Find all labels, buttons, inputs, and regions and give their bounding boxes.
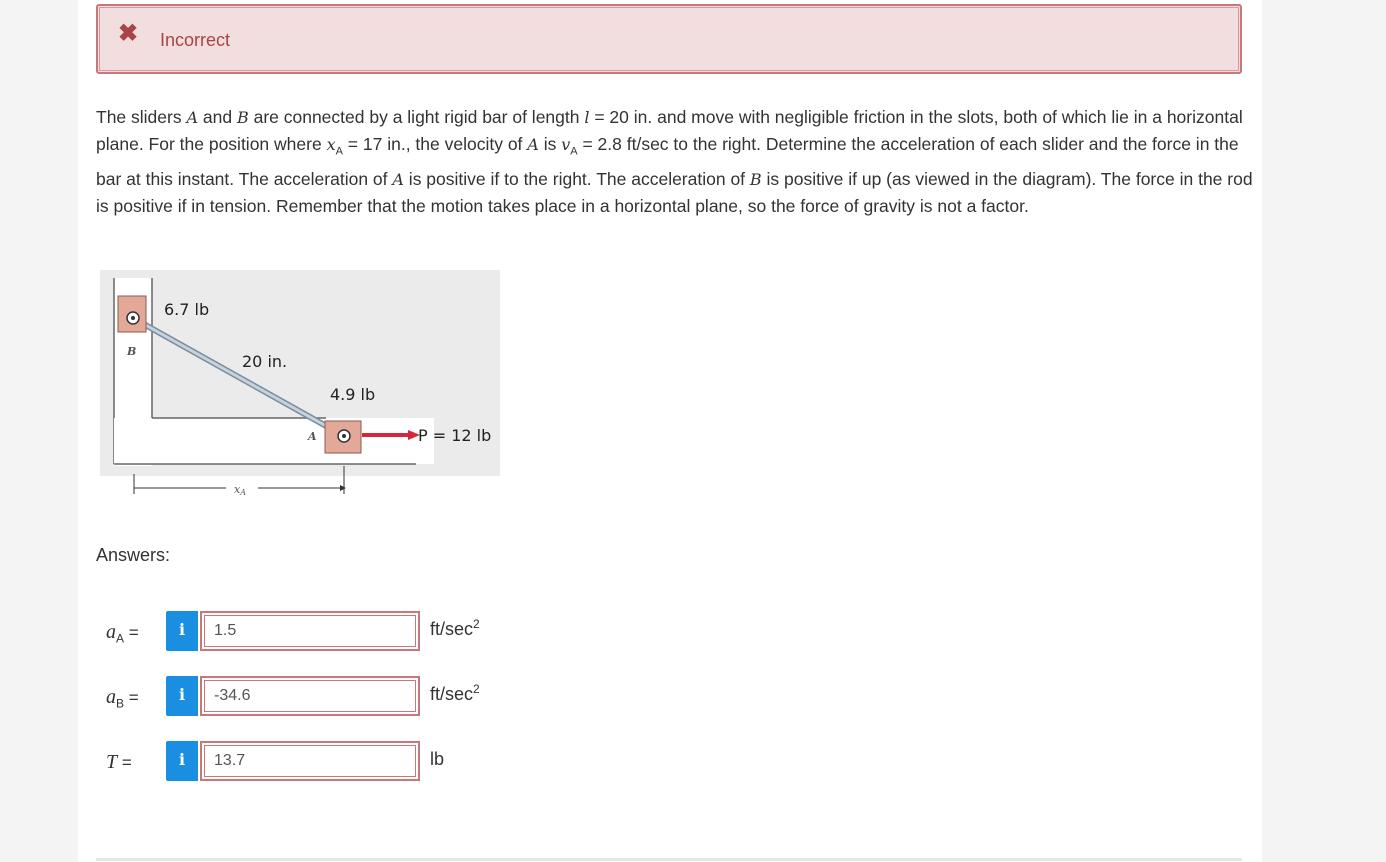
answer-variable	[106, 686, 139, 710]
unit-exponent: 2	[473, 617, 480, 631]
var-a: A	[527, 135, 539, 155]
bar-length-label: 20 in.	[242, 352, 288, 371]
problem-text: = 17 in., the velocity of	[342, 134, 528, 155]
answer-row-t	[96, 741, 576, 781]
unit-text: lb	[430, 749, 445, 769]
answer-row-aa	[96, 611, 576, 651]
answer-field-ab[interactable]	[200, 676, 420, 716]
problem-text: = 2.8 ft/sec to the right. Determine the acceleration of each slider and the force in the bar at this instant. The acceleration of	[96, 134, 1239, 190]
answer-field-aa[interactable]	[200, 611, 420, 651]
answer-input-aa[interactable]	[208, 619, 414, 643]
answers-label: Answers:	[96, 545, 171, 565]
problem-text: is positive if up (as viewed in the diagram). The force in the rod is positive if in tension. Remember that the motion takes place in a horizontal plane, so the force of gravity is not a factor.	[96, 169, 1253, 217]
problem-text: = 20 in. and move with negligible friction in the slots, both of which lie in a horizontal plane. For the position where	[96, 107, 1243, 155]
divider	[96, 858, 1242, 861]
label-a: A	[308, 430, 317, 443]
horizontal-slot	[114, 418, 434, 464]
var-b: B	[749, 170, 762, 190]
answer-variable	[106, 621, 139, 645]
var-l: l	[584, 108, 590, 127]
answer-variable	[106, 751, 132, 775]
var-v: v	[561, 135, 571, 155]
unit-text: ft/sec	[430, 619, 474, 639]
problem-statement	[96, 104, 1256, 221]
pin-a-center	[342, 434, 346, 438]
label-b: B	[127, 345, 137, 358]
unit-label	[430, 747, 444, 770]
problem-text: is	[538, 134, 562, 155]
var-symbol: a	[106, 686, 116, 708]
var-subscript: A	[116, 631, 125, 646]
problem-text: are connected by a light rigid bar of length	[248, 107, 585, 127]
problem-text: is positive if to the right. The acceleration of	[403, 169, 750, 190]
label-x: x	[234, 483, 241, 496]
var-x: x	[326, 135, 336, 155]
unit-label	[430, 682, 480, 705]
pin-b-center	[131, 316, 135, 320]
weight-b-label: 6.7 lb	[164, 300, 210, 319]
var-a: A	[186, 108, 199, 127]
unit-exponent: 2	[473, 682, 480, 696]
weight-a-label: 4.9 lb	[330, 385, 376, 404]
cross-icon: ✖	[118, 20, 139, 47]
equals-sign: =	[117, 753, 132, 772]
unit-label	[430, 617, 480, 640]
var-symbol: a	[106, 621, 116, 643]
feedback-banner	[96, 4, 1242, 74]
answer-input-t[interactable]	[208, 749, 414, 773]
problem-text: and	[198, 107, 237, 127]
answer-field-t[interactable]	[200, 741, 420, 781]
var-x-sub: A	[335, 145, 343, 158]
slider-diagram	[96, 266, 506, 516]
force-p-label: P = 12 lb	[418, 426, 492, 445]
problem-text: The sliders	[96, 107, 187, 127]
label-x-sub: A	[240, 488, 246, 497]
answer-row-ab	[96, 676, 576, 716]
equals-sign: =	[124, 623, 139, 642]
info-button[interactable]: i	[166, 611, 198, 651]
label-xa	[234, 483, 246, 497]
answer-input-ab[interactable]	[208, 684, 414, 708]
feedback-status: Incorrect	[160, 30, 231, 50]
unit-text: ft/sec	[430, 684, 474, 704]
var-b: B	[236, 108, 249, 127]
var-a: A	[392, 170, 404, 190]
var-subscript: B	[116, 696, 125, 711]
equals-sign: =	[124, 688, 139, 707]
info-button[interactable]: i	[166, 741, 198, 781]
var-symbol: T	[106, 751, 118, 773]
dimension-arrowhead	[340, 485, 346, 491]
info-button[interactable]: i	[166, 676, 198, 716]
var-v-sub: A	[570, 145, 578, 158]
